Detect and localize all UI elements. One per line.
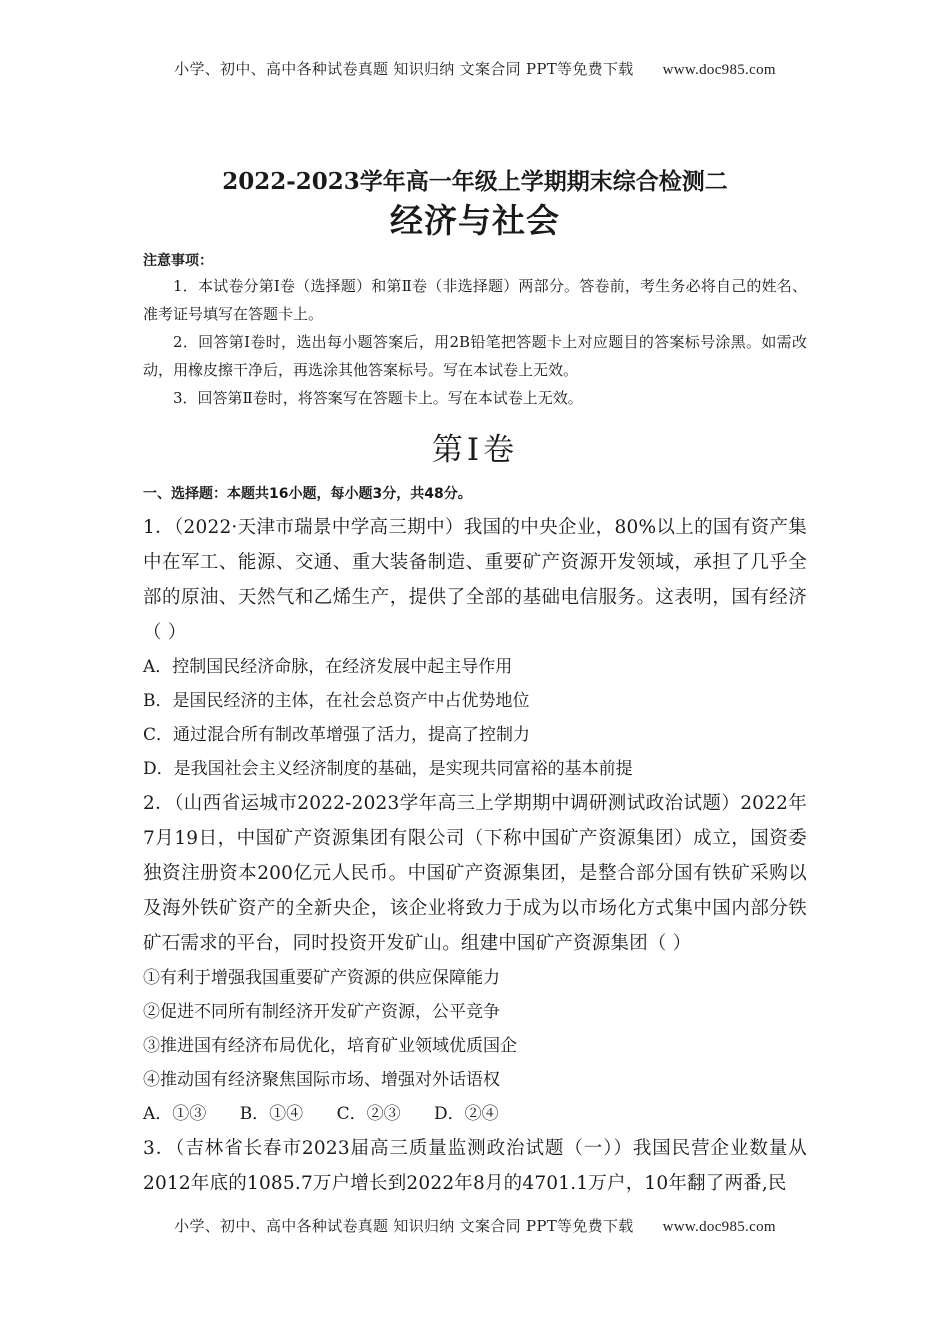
notice-item: 1．本试卷分第Ⅰ卷（选择题）和第Ⅱ卷（非选择题）两部分。答卷前，考生务必将自己的姓名、准考证号填写在答题卡上。 [143, 277, 807, 323]
exam-subject: 经济与社会 [390, 201, 560, 240]
notice-heading: 注意事项： [143, 253, 213, 269]
question-1 [143, 510, 807, 786]
section-heading: 一、选择题：本题共16小题，每小题3分，共48分。 [143, 486, 472, 502]
question-stem: 2．（山西省运城市2022-2023学年高三上学期期中调研测试政治试题）2022年7月19日，中国矿产资源集团有限公司（下称中国矿产资源集团）成立，国资委独资注册资本200亿元人民币。中国矿产资源集团，是整合部分国有铁矿采购以及海外铁矿资产的全新央企，该企业将致力于成为以市场化方式集中国内部分铁矿石需求的平台，同时投资开发矿山。组建中国矿产资源集团（ ） [143, 793, 807, 954]
notice-item: 3．回答第Ⅱ卷时，将答案写在答题卡上。写在本试卷上无效。 [173, 389, 583, 407]
question-3 [143, 1131, 807, 1201]
notice-block [143, 250, 807, 412]
footer-site-link[interactable]: www.doc985.com [662, 1219, 776, 1235]
page-footer [0, 1215, 950, 1236]
option-b: B．是国民经济的主体，在社会总资产中占优势地位 [143, 691, 530, 711]
statement-4: ④推动国有经济聚焦国际市场、增强对外话语权 [143, 1070, 500, 1090]
page-header [0, 58, 950, 79]
question-2 [143, 786, 807, 1131]
option-a: A．①③ [143, 1104, 207, 1124]
volume-title: 第Ⅰ卷 [431, 432, 519, 468]
option-b: B．①④ [239, 1104, 304, 1124]
option-c: C．通过混合所有制改革增强了活力，提高了控制力 [143, 725, 531, 745]
statement-3: ③推进国有经济布局优化，培育矿业领域优质国企 [143, 1036, 517, 1056]
option-d: D．是我国社会主义经济制度的基础，是实现共同富裕的基本前提 [143, 759, 633, 779]
statement-2: ②促进不同所有制经济开发矿产资源，公平竞争 [143, 1002, 500, 1022]
header-text: 小学、初中、高中各种试卷真题 知识归纳 文案合同 PPT等免费下载 [174, 60, 634, 78]
notice-item: 2．回答第Ⅰ卷时，选出每小题答案后，用2B铅笔把答题卡上对应题目的答案标号涂黑。如需改动，用橡皮擦干净后，再选涂其他答案标号。写在本试卷上无效。 [143, 333, 807, 379]
exam-title: 2022-2023学年高一年级上学期期末综合检测二 [222, 168, 728, 195]
option-c: C．②③ [336, 1104, 401, 1124]
question-stem: 1．（2022·天津市瑞景中学高三期中）我国的中央企业，80%以上的国有资产集中在军工、能源、交通、重大装备制造、重要矿产资源开发领域，承担了几乎全部的原油、天然气和乙烯生产，提供了全部的基础电信服务。这表明，国有经济（ ） [143, 517, 807, 643]
option-a: A．控制国民经济命脉，在经济发展中起主导作用 [143, 657, 513, 677]
question-stem: 3．（吉林省长春市2023届高三质量监测政治试题（一））我国民营企业数量从2012年底的1085.7万户增长到2022年8月的4701.1万户，10年翻了两番,民 [143, 1138, 807, 1194]
option-d: D．②④ [434, 1104, 499, 1124]
footer-text: 小学、初中、高中各种试卷真题 知识归纳 文案合同 PPT等免费下载 [174, 1217, 634, 1235]
header-site-link[interactable]: www.doc985.com [662, 62, 776, 78]
statement-1: ①有利于增强我国重要矿产资源的供应保障能力 [143, 968, 500, 988]
options-row [143, 1097, 807, 1131]
document-body [143, 166, 807, 1201]
